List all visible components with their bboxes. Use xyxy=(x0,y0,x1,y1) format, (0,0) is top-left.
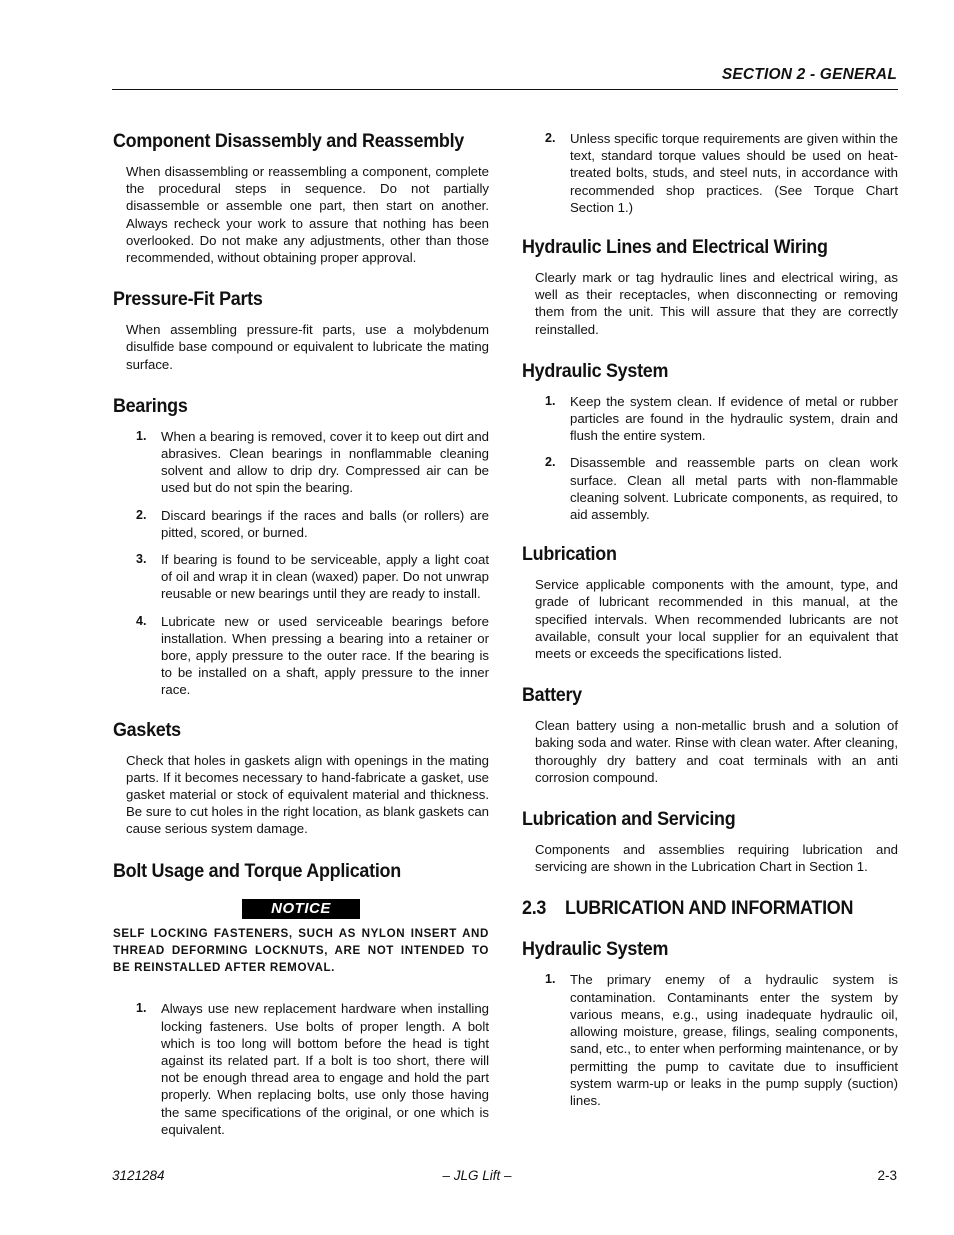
list-item: 3. If bearing is found to be serviceable, apply a light coat of oil and wrap it in clean (waxed) paper. Do not unwrap reusable or new bearings until they are ready to install. xyxy=(136,552,489,602)
heading-bolt-usage: Bolt Usage and Torque Application xyxy=(113,859,401,882)
para-pressure-fit: When assembling pressure-fit parts, use a molybdenum disulfide base compound or equivalent to lubricate the mating surface. xyxy=(126,322,489,372)
header-rule xyxy=(112,89,898,90)
para-lubrication-servicing: Components and assemblies requiring lubrication and servicing are shown in the Lubrication Chart in Section 1. xyxy=(535,842,898,875)
footer-brand: – JLG Lift – xyxy=(442,1168,512,1183)
list-item: 2. Unless specific torque requirements are given within the text, standard torque values should be used on heat-treated bolts, studs, and steel nuts, in accordance with recommended shop practices. (See Torque Chart Section 1.) xyxy=(545,131,898,215)
left-column xyxy=(113,130,489,1158)
list-item: 1. Keep the system clean. If evidence of metal or rubber particles are found in the hydraulic system, drain and flush the entire system. xyxy=(545,393,898,444)
heading-battery: Battery xyxy=(522,684,582,707)
hydraulic-system-list xyxy=(522,393,898,523)
list-item: 1. When a bearing is removed, cover it to keep out dirt and abrasives. Clean bearings in nonflammable cleaning solvent and allow to drip dry. Compressed air can be used but do not spin the bearing. xyxy=(136,428,489,496)
heading-lubrication-servicing: Lubrication and Servicing xyxy=(522,808,736,831)
heading-hydraulic-system: Hydraulic System xyxy=(522,359,669,382)
list-item: 1. Always use new replacement hardware when installing locking fasteners. Use bolts of proper length. A bolt which is too long will bottom before the head is tight against its related part. If a bolt is too short, there will not be enough thread area to engage and hold the part properly. When replacing bolts, use only those having the same specifications of the original, or one which is equivalent. xyxy=(136,1001,489,1137)
heading-gaskets: Gaskets xyxy=(113,718,181,741)
para-gaskets: Check that holes in gaskets align with openings in the mating parts. If it becomes necessary to hand-fabricate a gasket, use gasket material or stock of equivalent material and thickness. Be sure to cut holes in the right location, as blank gaskets can cause serious system damage. xyxy=(126,752,489,837)
list-item: 2. Discard bearings if the races and balls (or rollers) are pitted, scored, or burned. xyxy=(136,507,489,540)
heading-hydraulic-lines: Hydraulic Lines and Electrical Wiring xyxy=(522,236,828,259)
heading-hydraulic-system-2: Hydraulic System xyxy=(522,938,669,961)
list-item: 4. Lubricate new or used serviceable bearings before installation. When pressing a bearing into a retainer or bore, apply pressure to the outer race. If the bearing is to be installed on a shaft, apply pressure to the inner race. xyxy=(136,613,489,698)
bolt-usage-list-continued xyxy=(522,130,898,216)
heading-pressure-fit: Pressure-Fit Parts xyxy=(113,288,263,311)
para-hydraulic-lines: Clearly mark or tag hydraulic lines and electrical wiring, as well as their receptacles, when disconnecting or removing them from the unit. This will assure that they are correctly reinstalled. xyxy=(535,270,898,337)
page-header-title: SECTION 2 - GENERAL xyxy=(721,66,897,83)
bolt-usage-list xyxy=(113,1000,489,1138)
list-item: 1. The primary enemy of a hydraulic system is contamination. Contaminants enter the system by various means, e.g., using inadequate hydraulic oil, allowing moisture, grease, filings, sealing components, sand, etc., to enter when performing maintenance, or by permitting the pump to cavitate due to insufficient system warm-up or leaks in the pump supply (suction) lines. xyxy=(545,972,898,1108)
notice-badge-wrap xyxy=(113,899,489,919)
notice-badge: NOTICE xyxy=(242,899,360,919)
hydraulic-system-list-2 xyxy=(522,971,898,1109)
para-component-disassembly: When disassembling or reassembling a component, complete the procedural steps in sequence. Do not partially disassemble or assemble one part, then start on another. Always recheck your work to assure that nothing has been overlooked. Do not make any adjustments, other than those recommended, without obtaining proper approval. xyxy=(126,164,489,266)
para-lubrication: Service applicable components with the amount, type, and grade of lubricant recommended in this manual, at the specified intervals. When recommended lubricants are not available, consult your local supplier for an equivalent that meets or exceeds the specifications listed. xyxy=(535,577,898,662)
notice-text: SELF LOCKING FASTENERS, SUCH AS NYLON INSERT AND THREAD DEFORMING LOCKNUTS, ARE NOT INTENDED TO BE REINSTALLED AFTER REMOVAL. xyxy=(113,926,489,975)
footer-doc-number: 3121284 xyxy=(112,1168,165,1183)
heading-bearings: Bearings xyxy=(113,394,188,417)
heading-section-2-3: 2.3 LUBRICATION AND INFORMATION xyxy=(522,897,854,920)
right-column xyxy=(522,130,898,1129)
footer-page-number: 2-3 xyxy=(877,1168,897,1183)
list-item: 2. Disassemble and reassemble parts on clean work surface. Clean all metal parts with non-flammable cleaning solvent. Lubricate components, as required, to aid assembly. xyxy=(545,455,898,523)
heading-component-disassembly: Component Disassembly and Reassembly xyxy=(113,130,464,152)
para-battery: Clean battery using a non-metallic brush and a solution of baking soda and water. Rinse with clean water. After cleaning, thoroughly dry battery and coat terminals with an anti corrosion compound. xyxy=(535,718,898,785)
heading-lubrication: Lubrication xyxy=(522,543,617,566)
bearings-list xyxy=(113,428,489,699)
